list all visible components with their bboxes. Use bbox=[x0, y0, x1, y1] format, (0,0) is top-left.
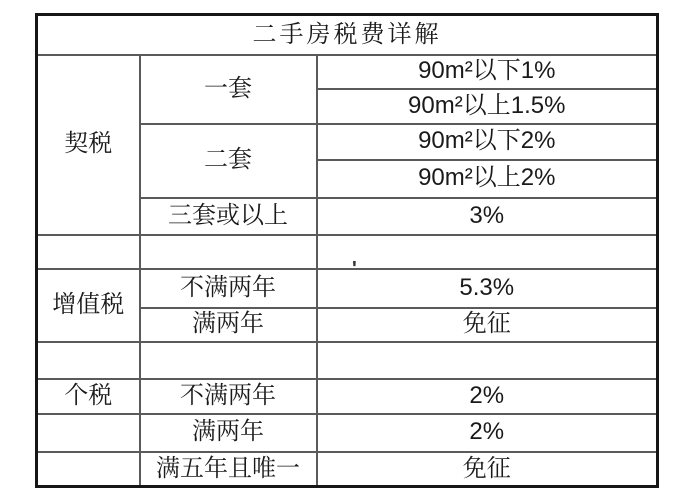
cell-cat-first-home: 一套 bbox=[140, 55, 317, 124]
cell-cat-vat-under2yr: 不满两年 bbox=[140, 269, 317, 308]
cell-rate-first-over90: 90m²以上1.5% bbox=[317, 89, 658, 124]
cell-spacer1-col1 bbox=[37, 235, 140, 269]
cell-rate-income-over2yr: 2% bbox=[317, 414, 658, 452]
cell-spacer1-col2 bbox=[140, 235, 317, 269]
cell-rate-second-over90: 90m²以上2% bbox=[317, 160, 658, 198]
tax-table bbox=[35, 13, 659, 488]
cell-cat-third-or-more: 三套或以上 bbox=[140, 198, 317, 235]
cell-rate-third-or-more: 3% bbox=[317, 198, 658, 235]
cell-rate-vat-over2yr: 免征 bbox=[317, 308, 658, 342]
stray-mark-artifact: ' bbox=[352, 258, 357, 280]
cell-cat-income-5yr-only: 满五年且唯一 bbox=[140, 452, 317, 487]
table-title: 二手房税费详解 bbox=[37, 15, 658, 55]
cell-income-blank2 bbox=[37, 452, 140, 487]
cell-rate-income-under2yr: 2% bbox=[317, 379, 658, 414]
cell-tax-income: 个税 bbox=[37, 379, 140, 414]
cell-rate-vat-under2yr: 5.3% bbox=[317, 269, 658, 308]
cell-cat-vat-over2yr: 满两年 bbox=[140, 308, 317, 342]
cell-tax-vat: 增值税 bbox=[37, 269, 140, 342]
cell-rate-first-under90: 90m²以下1% bbox=[317, 55, 658, 89]
cell-cat-income-under2yr: 不满两年 bbox=[140, 379, 317, 414]
cell-income-blank1 bbox=[37, 414, 140, 452]
cell-spacer2-col2 bbox=[140, 342, 317, 379]
cell-spacer1-col3 bbox=[317, 235, 658, 269]
cell-cat-income-over2yr: 满两年 bbox=[140, 414, 317, 452]
cell-spacer2-col3 bbox=[317, 342, 658, 379]
cell-rate-income-5yr-only: 免征 bbox=[317, 452, 658, 487]
cell-rate-second-under90: 90m²以下2% bbox=[317, 124, 658, 160]
cell-cat-second-home: 二套 bbox=[140, 124, 317, 198]
cell-tax-deed: 契税 bbox=[37, 55, 140, 235]
cell-spacer2-col1 bbox=[37, 342, 140, 379]
